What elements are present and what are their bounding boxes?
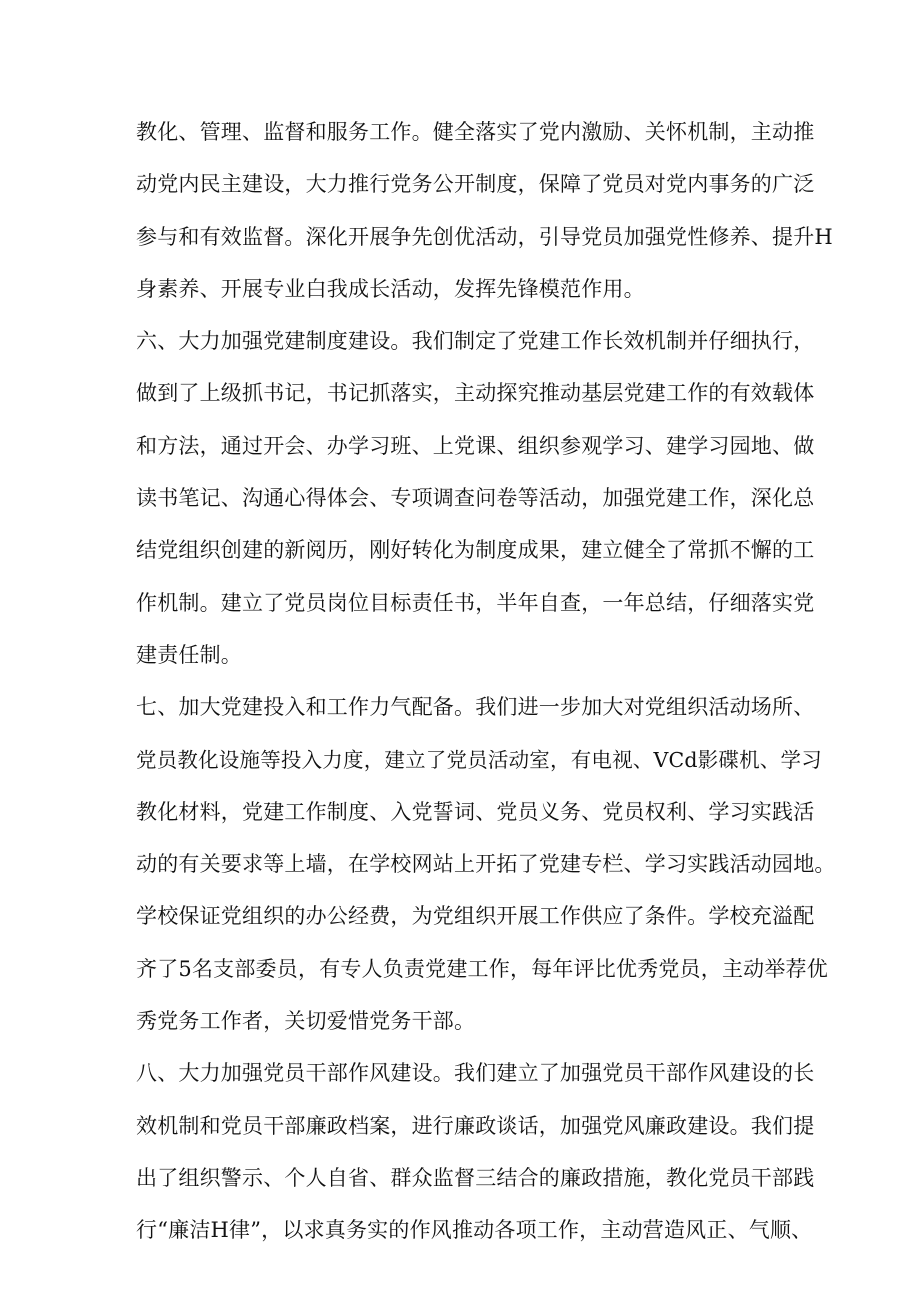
text-line: 和方法，通过开会、办学习班、上党课、组织参观学习、建学习园地、做 <box>136 433 815 458</box>
text-line: 秀党务工作者，关切爱惜党务干部。 <box>136 1009 476 1034</box>
text-line: 动党内民主建设，大力推行党务公开制度，保障了党员对党内事务的广泛 <box>136 172 815 197</box>
text-line: 建责任制。 <box>136 642 242 667</box>
text-line: 动的有关要求等上墙，在学校网站上开拓了党建专栏、学习实践活动园地。 <box>136 852 836 877</box>
document-body <box>136 106 836 1257</box>
section-8-heading-line: 八、大力加强党员干部作风建设。我们建立了加强党员干部作风建设的长 <box>136 1061 815 1086</box>
text-line: 身素养、开展专业白我成长活动，发挥先锋模范作用。 <box>136 276 645 301</box>
section-7-heading-line: 七、加大党建投入和工作力气配备。我们进一步加大对党组织活动场所、 <box>136 695 815 720</box>
section-6-heading-line: 六、大力加强党建制度建设。我们制定了党建工作长效机制并仔细执行， <box>136 329 815 354</box>
text-line: 教化材料，党建工作制度、入党誓词、党员义务、党员权利、学习实践活 <box>136 799 815 824</box>
text-line: 作机制。建立了党员岗位目标责任书，半年自查，一年总结，仔细落实党 <box>136 590 815 615</box>
text-line: 结党组织创建的新阅历，刚好转化为制度成果，建立健全了常抓不懈的工 <box>136 538 815 563</box>
text-line: 做到了上级抓书记，书记抓落实，主动探究推动基层党建工作的有效载体 <box>136 381 815 406</box>
text-line: 读书笔记、沟通心得体会、专项调查问卷等活动，加强党建工作，深化总 <box>136 486 815 511</box>
text-line: 行“廉洁H律”，以求真务实的作风推动各项工作，主动营造风正、气顺、 <box>136 1218 813 1243</box>
text-line: 齐了5名支部委员，有专人负责党建工作，每年评比优秀党员，主动举荐优 <box>136 956 828 981</box>
text-line: 教化、管理、监督和服务工作。健全落实了党内激励、关怀机制，主动推 <box>136 120 815 144</box>
text-line: 党员教化设施等投入力度，建立了党员活动室，有电视、VCd影碟机、学习 <box>136 747 822 772</box>
text-line: 学校保证党组织的办公经费，为党组织开展工作供应了条件。学校充溢配 <box>136 904 815 929</box>
text-line: 效机制和党员干部廉政档案，进行廉政谈话，加强党风廉政建设。我们提 <box>136 1113 815 1138</box>
text-line: 出了组织警示、个人自省、群众监督三结合的廉政措施，教化党员干部践 <box>136 1165 815 1190</box>
text-line: 参与和有效监督。深化开展争先创优活动，引导党员加强党性修养、提升H <box>136 224 833 249</box>
